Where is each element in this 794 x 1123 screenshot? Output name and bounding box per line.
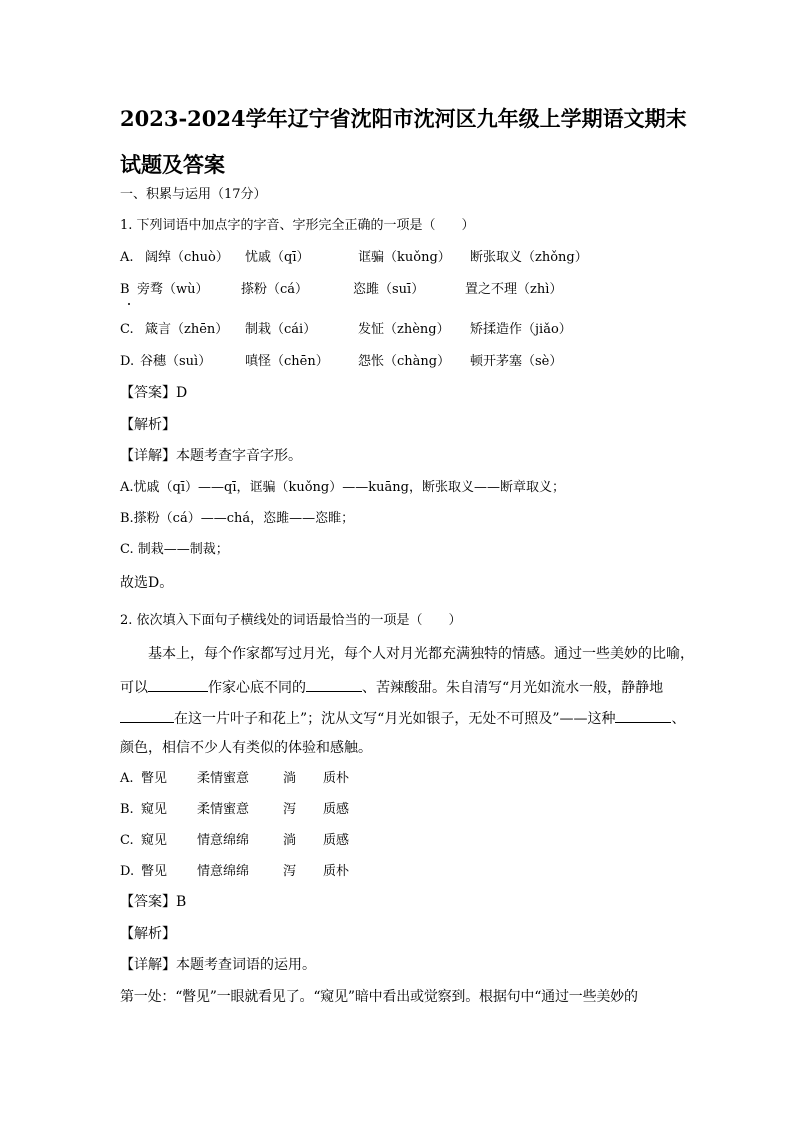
option-item: 窥见 — [141, 802, 168, 817]
option-label: C. — [120, 833, 134, 848]
q2-detail — [120, 956, 316, 974]
q1-line-c: C. 制栽——制裁； — [120, 542, 229, 557]
q2-passage-line-2 — [120, 677, 663, 697]
option-item: 诓骗（kuǒng） — [358, 250, 451, 265]
q2-explanation-line: 第一处：“瞥见”一眼就看见了。“窥见”暗中看出或觉察到。根据句中“通过一些美妙的 — [120, 989, 638, 1005]
option-label: C. — [120, 322, 134, 337]
option-item: 发怔（zhèng） — [358, 322, 450, 337]
option-item: 怨怅（chàng） — [358, 354, 451, 369]
option-item: 泻 — [283, 802, 297, 817]
passage-text: 、苦辣酸甜。朱自清写“月光如流水一般，静静地 — [362, 680, 664, 696]
option-item: 泻 — [283, 864, 297, 879]
q2-passage-line-1: 基本上，每个作家都写过月光，每个人对月光都充满独特的情感。通过一些美妙的比喻， — [148, 646, 694, 662]
option-item: 断张取义（zhǒng） — [470, 250, 588, 265]
answer-tag: 【答案】 — [120, 894, 176, 910]
option-item: 质朴 — [323, 771, 350, 786]
passage-text: 可以 — [120, 680, 148, 696]
fill-blank-2 — [306, 677, 362, 692]
option-item: 嗔怪（chēn） — [245, 354, 329, 369]
answer-tag: 【答案】 — [120, 385, 176, 401]
option-item: 旁骛（wù） — [137, 282, 209, 297]
q2-analysis-tag: 【解析】 — [120, 926, 176, 942]
fill-blank-1 — [148, 677, 208, 692]
option-item: 恣雎（suī） — [353, 282, 425, 297]
option-item: 谷穗（suì） — [140, 354, 212, 369]
detail-tag: 【详解】 — [120, 448, 176, 464]
title-line-2: 试题及答案 — [120, 152, 225, 177]
option-label: B — [120, 282, 130, 297]
option-label: A. — [120, 250, 134, 265]
answer-value: B — [176, 894, 187, 910]
option-item: 箴言（zhēn） — [145, 322, 229, 337]
option-item: 柔情蜜意 — [197, 771, 250, 786]
option-item: 柔情蜜意 — [197, 802, 250, 817]
option-item: 质感 — [323, 802, 350, 817]
detail-text: 本题考查词语的运用。 — [176, 957, 316, 973]
option-item: 淌 — [283, 833, 297, 848]
document-title — [120, 96, 700, 188]
option-label: A. — [120, 771, 134, 786]
answer-value: D — [176, 385, 188, 401]
q1-stem: 1. 下列词语中加点字的字音、字形完全正确的一项是（ ） — [120, 218, 475, 233]
passage-text: 作家心底不同的 — [208, 680, 306, 696]
passage-text: 、 — [671, 711, 686, 727]
stray-dot — [128, 303, 130, 305]
option-label: D. — [120, 354, 135, 369]
option-item: 顿开茅塞（sè） — [470, 354, 563, 369]
option-item: 置之不理（zhì） — [465, 282, 563, 297]
detail-tag: 【详解】 — [120, 957, 176, 973]
option-label: B. — [120, 802, 134, 817]
option-item: 质朴 — [323, 864, 350, 879]
q1-analysis-tag: 【解析】 — [120, 417, 176, 433]
q1-conclusion: 故选D。 — [120, 575, 174, 591]
fill-blank-3 — [120, 708, 174, 723]
q1-answer — [120, 384, 187, 402]
option-item: 矫揉造作（jiǎo） — [470, 322, 572, 337]
q1-line-a: A.忧戚（qī）——qī，诓骗（kuǒng）——kuāng，断张取义——断章取义； — [120, 480, 565, 495]
option-item: 忧戚（qī） — [245, 250, 310, 265]
q1-line-b: B.搽粉（cá）——chá，恣雎——恣睢； — [120, 511, 355, 526]
option-item: 瞥见 — [141, 771, 168, 786]
option-item: 质感 — [323, 833, 350, 848]
option-item: 阔绰（chuò） — [145, 250, 229, 265]
option-item: 窥见 — [141, 833, 168, 848]
section-heading: 一、积累与运用（17分） — [120, 187, 267, 202]
q1-detail — [120, 447, 302, 465]
q2-answer — [120, 893, 186, 911]
fill-blank-4 — [615, 708, 671, 723]
option-item: 情意绵绵 — [197, 833, 250, 848]
passage-text: 在这一片叶子和花上”；沈从文写“月光如银子，无处不可照及”——这种 — [174, 711, 616, 727]
detail-text: 本题考查字音字形。 — [176, 448, 302, 464]
option-item: 瞥见 — [141, 864, 168, 879]
option-item: 制栽（cái） — [245, 322, 317, 337]
title-line-1: 2023-2024学年辽宁省沈阳市沈河区九年级上学期语文期末 — [120, 106, 687, 131]
q2-stem: 2. 依次填入下面句子横线处的词语最恰当的一项是（ ） — [120, 613, 462, 628]
q2-passage-line-3 — [120, 708, 685, 728]
option-item: 情意绵绵 — [197, 864, 250, 879]
option-label: D. — [120, 864, 135, 879]
q2-passage-line-4: 颜色，相信不少人有类似的体验和感触。 — [120, 740, 372, 756]
option-item: 淌 — [283, 771, 297, 786]
option-item: 搽粉（cá） — [241, 282, 309, 297]
